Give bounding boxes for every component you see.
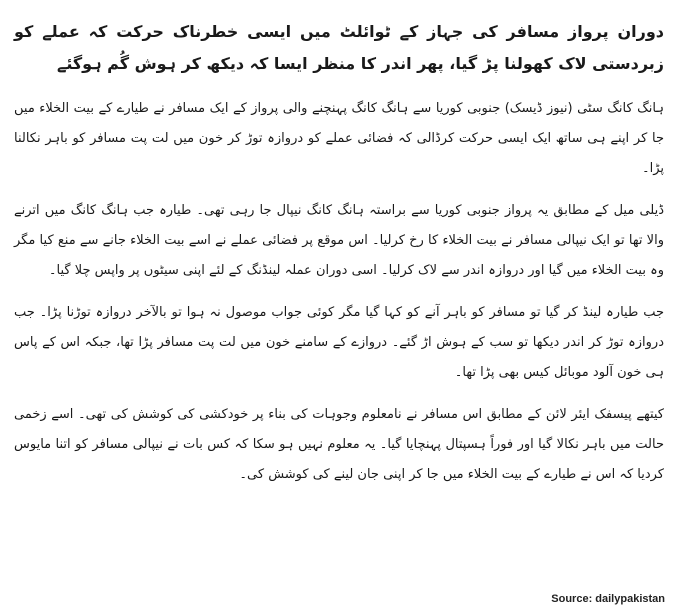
source-credit: Source: dailypakistan: [551, 593, 665, 605]
article-body: [14, 0, 664, 502]
article-paragraph-3: جب طیارہ لینڈ کر گیا تو مسافر کو باہر آنے کو کہا گیا مگر کوئی جواب موصول نہ ہوا تو بالآخر دروازہ توڑنا پڑا۔ جب دروازہ توڑ کر اندر دیکھا تو سب کے ہوش اڑ گئے۔ دروازے کے سامنے خون میں لت پت مسافر پڑا تھا، جبکہ اس کے پاس ہی خون آلود موبائل کیس بھی پڑا تھا۔: [14, 305, 664, 380]
article-paragraph-1: ہانگ کانگ سٹی (نیوز ڈیسک) جنوبی کوریا سے ہانگ کانگ پہنچنے والی پرواز کے ایک مسافر نے طیارے کے بیت الخلاء میں جا کر اپنے ہی ساتھ ایک ایسی حرکت کرڈالی کہ فضائی عملے کو دروازہ توڑ کر خون میں لت پت مسافر کو باہر نکالنا پڑا۔: [14, 101, 664, 176]
article-headline: دوران پرواز مسافر کی جہاز کے ٹوائلٹ میں ایسی خطرناک حرکت کہ عملے کو زبردستی لاک کھولنا پڑ گیا، پھر اندر کا منظر ایسا کہ دیکھ کر ہوش گُم ہوگئے: [14, 22, 664, 73]
article-paragraph-4: کیتھے پیسفک ایئر لائن کے مطابق اس مسافر نے نامعلوم وجوہات کی بناء پر خودکشی کی کوشش کی تھی۔ اسے زخمی حالت میں باہر نکالا گیا اور فوراً ہسپتال پہنچایا گیا۔ یہ معلوم نہیں ہو سکا کہ کس بات نے نیپالی مسافر کو اتنا مایوس کردیا کہ اس نے طیارے کے بیت الخلاء میں جا کر اپنی جان لینے کی کوشش کی۔: [14, 407, 664, 482]
article-paragraph-2: ڈیلی میل کے مطابق یہ پرواز جنوبی کوریا سے براستہ ہانگ کانگ نیپال جا رہی تھی۔ طیارہ جب ہانگ کانگ میں اترنے والا تھا تو ایک نیپالی مسافر نے بیت الخلاء کا رخ کرلیا۔ اس موقع پر فضائی عملے نے اسے بیت الخلاء جانے سے منع کیا مگر وہ بیت الخلاء میں گیا اور دروازہ اندر سے لاک کرلیا۔ اسی دوران عملہ لینڈنگ کے لئے اپنی سیٹوں پر واپس چلا گیا۔: [14, 203, 664, 278]
